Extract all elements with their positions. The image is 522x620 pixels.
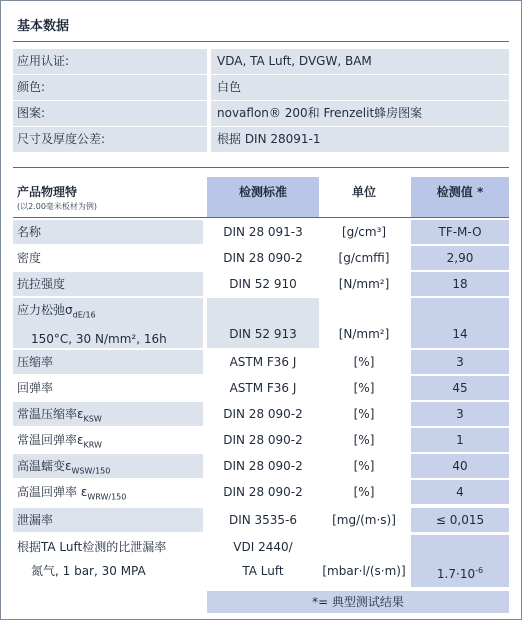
row-name-subscript: WRW/150 (87, 492, 127, 502)
row-value: 18 (411, 272, 509, 296)
footnote: *= 典型测试结果 (207, 591, 509, 613)
row-name-cell (13, 454, 203, 478)
divider (13, 41, 509, 42)
row-name-cell (13, 298, 203, 348)
row-value: 2,90 (411, 246, 509, 270)
row-value: 3 (411, 350, 509, 374)
row-unit: [%] (353, 459, 375, 473)
basic-label: 应用认证: (13, 49, 207, 74)
row-unit: [N/mm²] (338, 327, 390, 341)
properties-title: 产品物理特 (17, 185, 78, 199)
row-unit: [%] (353, 485, 375, 499)
row-name-subscript: KSW (83, 414, 102, 424)
row-standard: DIN 28 091-3 (223, 225, 303, 239)
row-unit: [%] (353, 355, 375, 369)
row-value-cell (411, 298, 509, 348)
row-name-cell (13, 428, 203, 452)
row-standard-cell (207, 535, 319, 587)
basic-row-tolerance (13, 127, 509, 152)
row-name: 常温压缩率ε (17, 407, 84, 421)
basic-row-pattern (13, 101, 509, 126)
basic-value: VDA, TA Luft, DVGW, BAM (211, 49, 509, 74)
table-row (13, 454, 509, 478)
basic-label: 图案: (13, 101, 207, 126)
row-standard: DIN 52 910 (229, 277, 297, 291)
row-standard: VDI 2440/ (233, 540, 293, 554)
table-row (13, 298, 509, 348)
column-header-standard: 检测标准 (207, 177, 319, 217)
row-name-subscript: KRW (83, 440, 102, 450)
row-unit: [%] (353, 381, 375, 395)
row-standard: DIN 28 090-2 (223, 251, 303, 265)
properties-subtitle: (以2.00毫米板材为例) (17, 202, 98, 211)
row-standard: ASTM F36 J (229, 355, 297, 369)
row-value: 1 (411, 428, 509, 452)
basic-value: 根据 DIN 28091-1 (211, 127, 509, 152)
table-row (13, 508, 509, 532)
row-value: 14 (452, 327, 468, 341)
row-name-cell (13, 480, 203, 504)
row-standard: ASTM F36 J (229, 381, 297, 395)
row-name: 高温回弹率 ε (17, 485, 88, 499)
row-value-exponent: -6 (475, 566, 484, 575)
table-row (13, 376, 509, 400)
row-unit: [N/mm²] (338, 277, 390, 291)
row-standard: DIN 28 090-2 (223, 433, 303, 447)
row-unit: [%] (353, 433, 375, 447)
row-value: 45 (411, 376, 509, 400)
table-row (13, 480, 509, 504)
row-name: 根据TA Luft检测的比泄漏率 (17, 540, 167, 554)
table-row (13, 402, 509, 426)
basic-value: novaflon® 200和 Frenzelit蜂房图案 (211, 101, 509, 126)
row-name: 泄漏率 (13, 508, 203, 532)
row-name-condition: 氮气, 1 bar, 30 MPA (31, 564, 146, 578)
table-row (13, 272, 509, 296)
row-standard: DIN 28 090-2 (223, 485, 303, 499)
table-row (13, 220, 509, 244)
row-value: 4 (411, 480, 509, 504)
row-unit: [mg/(m·s)] (332, 513, 396, 527)
column-header-unit: 单位 (351, 185, 376, 199)
row-name: 压缩率 (13, 350, 203, 374)
row-value: 3 (411, 402, 509, 426)
row-unit: [mbar·l/(s·m)] (322, 564, 406, 578)
row-standard: DIN 28 090-2 (223, 459, 303, 473)
row-name: 应力松弛σ (17, 303, 73, 317)
row-name: 回弹率 (17, 381, 54, 395)
row-value: ≤ 0,015 (411, 508, 509, 532)
row-value: 1.7·10 (436, 567, 476, 581)
row-name-subscript: dE/16 (72, 310, 96, 320)
row-name-subscript: WSW/150 (71, 466, 111, 476)
row-value: TF-M-O (411, 220, 509, 244)
row-unit-cell (319, 535, 409, 587)
row-standard: DIN 28 090-2 (223, 407, 303, 421)
row-unit-cell (319, 298, 409, 348)
row-name-condition: 150°C, 30 N/mm², 16h (31, 332, 167, 347)
divider (13, 167, 509, 168)
row-value-cell (411, 535, 509, 587)
row-standard-cell (207, 298, 319, 348)
section-title: 基本数据 (17, 19, 70, 34)
divider (13, 217, 509, 218)
row-standard-line2: TA Luft (242, 564, 284, 578)
row-name: 抗拉强度 (13, 272, 203, 296)
row-name: 高温蠕变ε (17, 459, 72, 473)
row-value: 40 (411, 454, 509, 478)
row-name: 常温回弹率ε (17, 433, 84, 447)
column-header-value: 检测值 * (411, 177, 509, 217)
basic-label: 尺寸及厚度公差: (13, 127, 207, 152)
row-name: 名称 (13, 220, 203, 244)
basic-label: 颜色: (13, 75, 207, 100)
row-unit: [g/cmffi] (338, 251, 390, 265)
row-name-cell (13, 535, 203, 587)
table-row (13, 350, 509, 374)
basic-row-color (13, 75, 509, 100)
row-name: 密度 (17, 251, 42, 265)
table-row (13, 535, 509, 587)
row-standard: DIN 52 913 (229, 327, 297, 341)
row-standard: DIN 3535-6 (228, 513, 298, 527)
row-unit: [g/cm³] (341, 225, 387, 239)
basic-value: 白色 (211, 75, 509, 100)
table-row (13, 246, 509, 270)
table-row (13, 428, 509, 452)
row-name-cell (13, 402, 203, 426)
row-unit: [%] (353, 407, 375, 421)
basic-row-certification (13, 49, 509, 74)
